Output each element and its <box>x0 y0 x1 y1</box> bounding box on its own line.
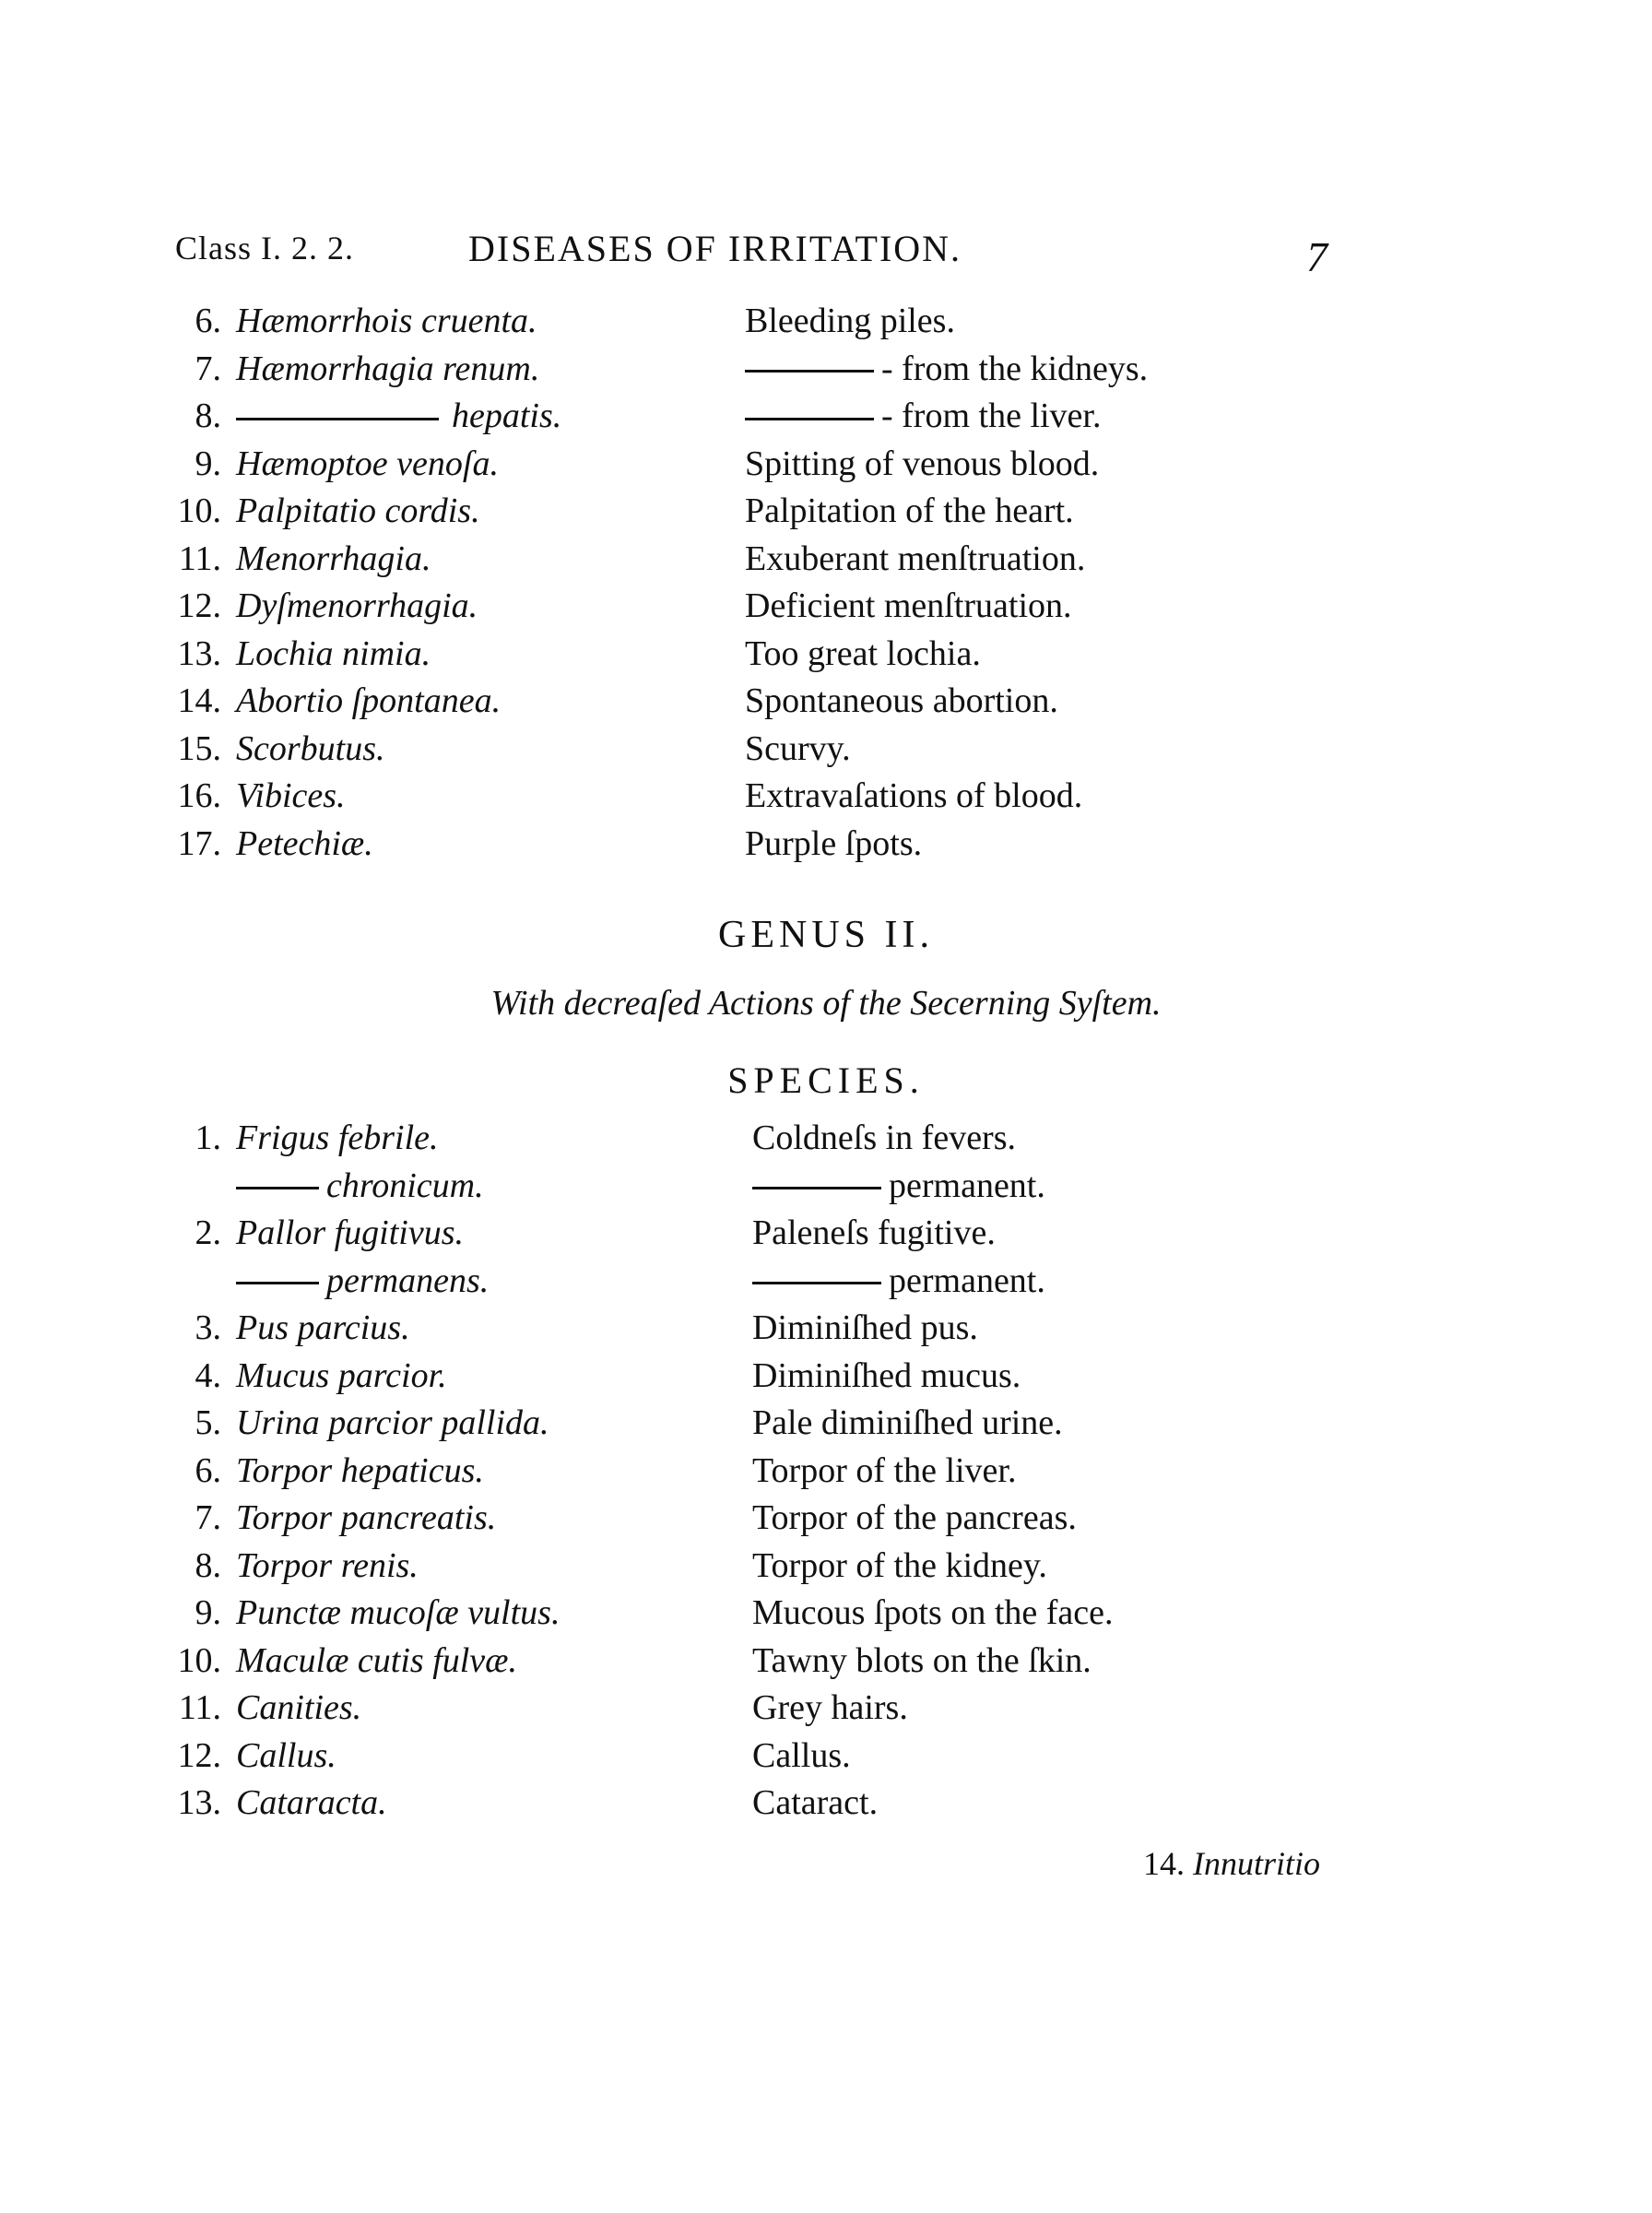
species-row <box>164 396 1363 442</box>
species-row <box>164 1545 1363 1592</box>
ditto-dash <box>236 1282 319 1284</box>
species-number: 11. <box>178 1688 221 1727</box>
english-name-text: Diminiſhed pus. <box>752 1308 978 1347</box>
latin-name-text: hepatis. <box>452 396 562 435</box>
english-name <box>752 1592 1114 1633</box>
latin-name <box>236 1402 549 1443</box>
species-row <box>164 491 1363 537</box>
ditto-dash <box>752 1187 881 1189</box>
species-row <box>164 1260 1363 1307</box>
species-row <box>164 775 1363 822</box>
english-name-text: Deficient menſtruation. <box>745 586 1072 625</box>
species-row <box>164 1782 1363 1828</box>
latin-name-text: Callus. <box>236 1735 336 1775</box>
english-name <box>745 491 1074 531</box>
english-name-text: Purple ſpots. <box>745 823 923 863</box>
latin-name-text: Vibices. <box>236 776 346 815</box>
species-number: 12. <box>177 586 221 625</box>
latin-name-text: Mucus parcior. <box>236 1355 447 1395</box>
latin-name-text: Urina parcior pallida. <box>236 1403 549 1442</box>
species-number: 12. <box>177 1735 221 1775</box>
latin-name-text: chronicum. <box>326 1166 484 1205</box>
english-name-text: - from the kidneys. <box>881 349 1149 388</box>
english-name-text: Coldneſs in fevers. <box>752 1118 1017 1157</box>
species-number: 7. <box>195 1498 221 1537</box>
species-number: 1. <box>195 1118 221 1157</box>
english-name-text: Scurvy. <box>745 728 851 768</box>
species-number: 6. <box>195 1450 221 1490</box>
english-name-text: Paleneſs fugitive. <box>752 1213 996 1252</box>
latin-name <box>236 633 431 674</box>
english-name <box>752 1402 1063 1443</box>
latin-name <box>236 1213 464 1253</box>
species-row <box>164 1118 1363 1164</box>
english-name <box>745 823 922 864</box>
latin-name <box>236 1166 484 1206</box>
english-name-text: Callus. <box>752 1735 851 1775</box>
species-number: 8. <box>195 1545 221 1585</box>
latin-name-text: Petechiæ. <box>236 823 373 863</box>
latin-name-text: Lochia nimia. <box>236 633 431 673</box>
latin-name <box>236 1687 361 1728</box>
species-number: 9. <box>195 1593 221 1632</box>
latin-name <box>236 1735 336 1776</box>
species-number: 16. <box>177 776 221 815</box>
species-row <box>164 349 1363 395</box>
english-name-text: Torpor of the kidney. <box>752 1545 1047 1585</box>
english-name <box>752 1213 996 1253</box>
latin-name-text: Hæmorrhagia renum. <box>236 349 540 388</box>
latin-name-text: Maculæ cutis fulvæ. <box>236 1640 518 1680</box>
species-row <box>164 1402 1363 1449</box>
page-number: 7 <box>1306 233 1328 280</box>
species-number: 9. <box>195 444 221 483</box>
latin-name <box>236 586 478 626</box>
latin-name-text: Hæmorrhois cruenta. <box>236 302 537 340</box>
english-name-text: permanent. <box>889 1166 1045 1205</box>
latin-name-text: Abortio ſpontanea. <box>236 681 502 720</box>
latin-name <box>236 1355 447 1396</box>
latin-name <box>236 301 537 341</box>
english-name-text: Grey hairs. <box>752 1688 908 1727</box>
english-name <box>745 396 1101 436</box>
latin-name-text: Frigus febrile. <box>236 1118 439 1157</box>
latin-name <box>236 823 373 864</box>
species-number: 8. <box>195 396 221 435</box>
species-number: 17. <box>177 823 221 863</box>
latin-name-text: permanens. <box>326 1260 490 1300</box>
english-name <box>752 1735 851 1776</box>
species-row <box>164 1308 1363 1354</box>
english-name <box>752 1545 1047 1586</box>
species-number: 10. <box>177 491 221 530</box>
english-name <box>745 775 1082 816</box>
species-number: 11. <box>178 538 221 578</box>
latin-name-text: Torpor hepaticus. <box>236 1450 484 1490</box>
ditto-dash <box>236 418 439 420</box>
english-name-text: Pale diminiſhed urine. <box>752 1403 1063 1442</box>
latin-name <box>236 728 385 769</box>
english-name <box>745 538 1085 579</box>
latin-name <box>236 538 431 579</box>
latin-name <box>236 396 561 436</box>
english-name-text: Palpitation of the heart. <box>745 491 1074 530</box>
latin-name-text: Menorrhagia. <box>236 538 431 578</box>
species-row <box>164 1213 1363 1259</box>
ditto-dash <box>745 370 874 373</box>
ditto-dash <box>236 1187 319 1189</box>
latin-name-text: Canities. <box>236 1688 362 1727</box>
english-name-text: Mucous ſpots on the face. <box>752 1593 1114 1632</box>
latin-name-text: Dyſmenorrhagia. <box>236 586 478 625</box>
english-name-text: Tawny blots on the ſkin. <box>752 1640 1092 1680</box>
latin-name <box>236 1782 387 1823</box>
latin-name <box>236 491 480 531</box>
latin-name-text: Punctæ mucoſæ vultus. <box>236 1593 560 1632</box>
latin-name <box>236 1308 410 1348</box>
latin-name-text: Pallor fugitivus. <box>236 1213 464 1252</box>
catchword: 14. Innutritio <box>1142 1845 1320 1882</box>
species-row <box>164 1640 1363 1686</box>
species-row <box>164 633 1363 680</box>
english-name-text: permanent. <box>889 1260 1045 1300</box>
species-number: 13. <box>177 633 221 673</box>
species-number: 15. <box>177 728 221 768</box>
page-header-title: DISEASES OF IRRITATION. <box>468 228 962 269</box>
latin-name-text: Torpor renis. <box>236 1545 419 1585</box>
running-header <box>175 229 1328 284</box>
class-label: Class I. 2. 2. <box>175 230 355 266</box>
english-name <box>752 1687 908 1728</box>
english-name <box>752 1497 1077 1538</box>
latin-name-text: Hæmoptoe venoſa. <box>236 444 499 483</box>
genus-subtitle: With decreaſed Actions of the Secerning Syſtem. <box>490 984 1162 1023</box>
english-name-text: Too great lochia. <box>745 633 981 673</box>
english-name <box>752 1355 1021 1396</box>
latin-name-text: Cataracta. <box>236 1783 387 1822</box>
english-name <box>752 1782 878 1823</box>
english-name <box>745 633 981 674</box>
latin-name-text: Torpor pancreatis. <box>236 1498 497 1537</box>
latin-name <box>236 1450 484 1491</box>
english-name <box>745 728 851 769</box>
species-row <box>164 1166 1363 1212</box>
species-row <box>164 1355 1363 1402</box>
species-heading: SPECIES. <box>727 1059 925 1101</box>
species-row <box>164 1497 1363 1544</box>
latin-name <box>236 444 499 484</box>
english-name <box>752 1118 1016 1158</box>
latin-name <box>236 1260 489 1301</box>
species-number: 4. <box>195 1355 221 1395</box>
english-name-text: Torpor of the liver. <box>752 1450 1017 1490</box>
english-name <box>752 1640 1092 1681</box>
english-name <box>745 301 955 341</box>
english-name <box>752 1260 1045 1301</box>
ditto-dash <box>745 418 874 420</box>
species-row <box>164 1592 1363 1639</box>
species-number: 14. <box>177 681 221 720</box>
english-name <box>745 444 1099 484</box>
latin-name-text: Pus parcius. <box>236 1308 410 1347</box>
latin-name <box>236 1640 517 1681</box>
latin-name <box>236 1118 439 1158</box>
latin-name <box>236 1545 419 1586</box>
ditto-dash <box>752 1282 881 1284</box>
english-name <box>752 1450 1016 1491</box>
species-row <box>164 1687 1363 1734</box>
english-name-text: - from the liver. <box>881 396 1102 435</box>
english-name-text: Spitting of venous blood. <box>745 444 1100 483</box>
species-number: 13. <box>177 1783 221 1822</box>
english-name-text: Cataract. <box>752 1783 879 1822</box>
species-row <box>164 680 1363 727</box>
species-number: 6. <box>195 302 221 340</box>
latin-name <box>236 349 539 389</box>
english-name-text: Extravaſations of blood. <box>745 776 1083 815</box>
species-row <box>164 538 1363 585</box>
english-name-text: Spontaneous abortion. <box>745 681 1058 720</box>
english-name-text: Diminiſhed mucus. <box>752 1355 1021 1395</box>
latin-name-text: Scorbutus. <box>236 728 385 768</box>
english-name-text: Torpor of the pancreas. <box>752 1498 1077 1537</box>
species-row <box>164 301 1363 347</box>
english-name <box>745 349 1148 389</box>
species-row <box>164 444 1363 490</box>
species-number: 10. <box>177 1640 221 1680</box>
english-name <box>752 1308 978 1348</box>
species-row <box>164 823 1363 870</box>
english-name-text: Bleeding piles. <box>745 302 955 340</box>
species-row <box>164 586 1363 632</box>
english-name <box>745 680 1058 721</box>
species-number: 2. <box>195 1213 221 1252</box>
latin-name <box>236 775 346 816</box>
latin-name <box>236 680 501 721</box>
species-number: 7. <box>195 349 221 388</box>
genus-heading: GENUS II. <box>718 914 934 956</box>
latin-name <box>236 1497 496 1538</box>
latin-name-text: Palpitatio cordis. <box>236 491 480 530</box>
english-name <box>752 1166 1045 1206</box>
english-name-text: Exuberant menſtruation. <box>745 538 1086 578</box>
species-row <box>164 1450 1363 1497</box>
latin-name <box>236 1592 560 1633</box>
species-row <box>164 1735 1363 1781</box>
species-number: 3. <box>195 1308 221 1347</box>
species-number: 5. <box>195 1403 221 1442</box>
species-row <box>164 728 1363 775</box>
english-name <box>745 586 1072 626</box>
